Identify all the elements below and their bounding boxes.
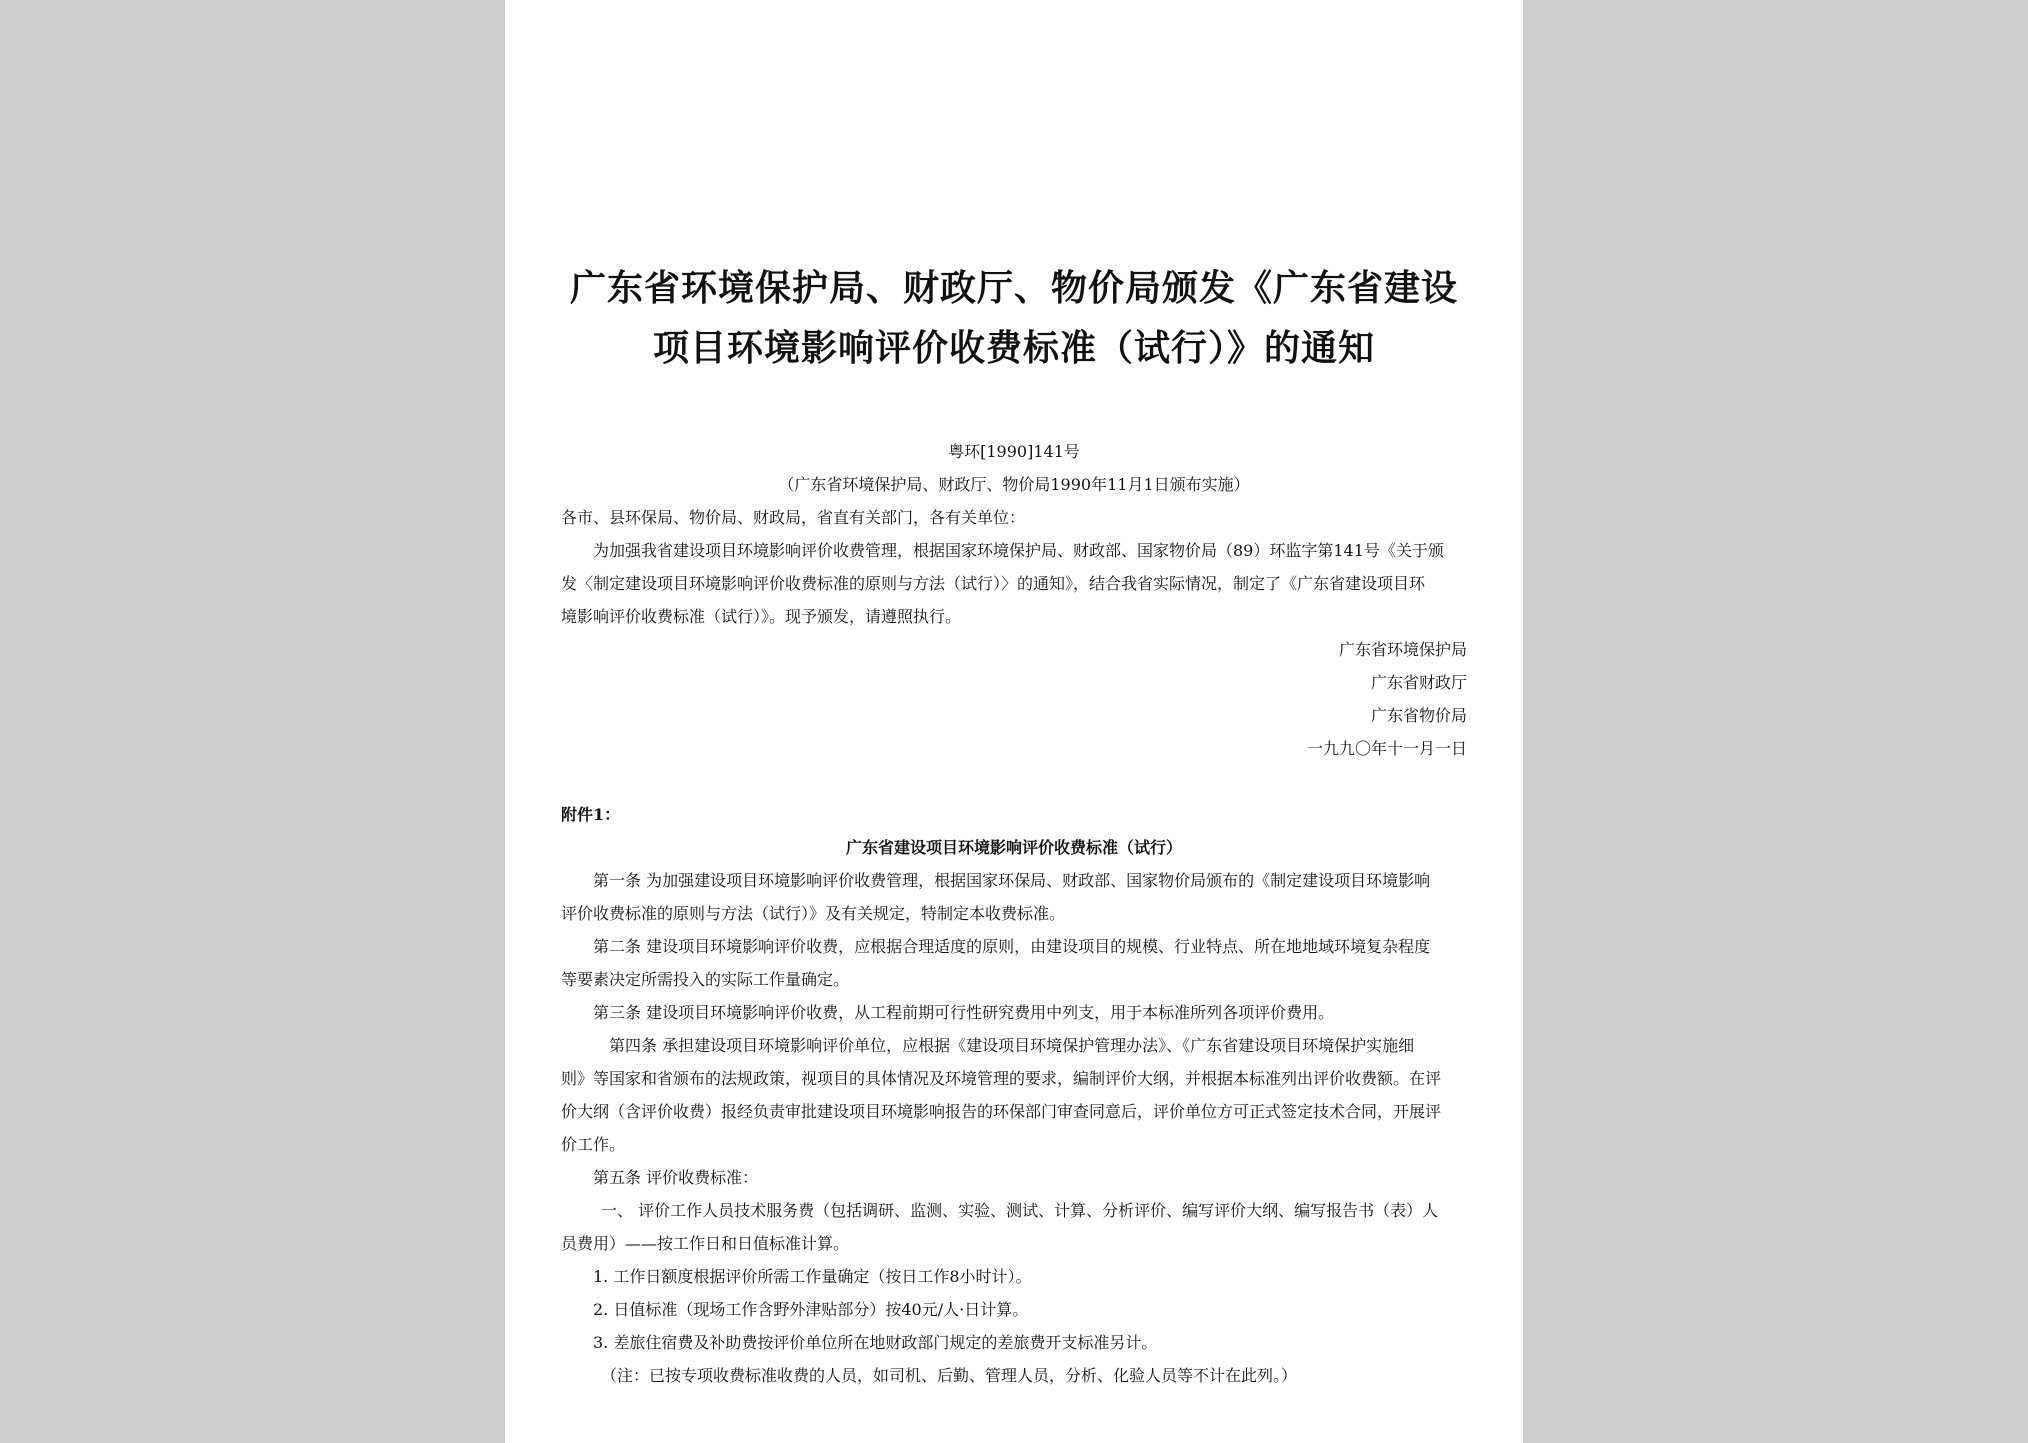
article-line: 评价收费标准的原则与方法（试行）》及有关规定，特制定本收费标准。	[561, 904, 1066, 923]
signature-line: 广东省环境保护局	[1338, 640, 1467, 659]
document-page	[505, 0, 1523, 1443]
addressee: 各市、县环保局、物价局、财政局，省直有关部门，各有关单位：	[561, 508, 1026, 527]
article-line: 价工作。	[561, 1135, 626, 1154]
body-line: 为加强我省建设项目环境影响评价收费管理，根据国家环境保护局、财政部、国家物价局（89）环监字第141号《关于颁	[593, 541, 1444, 560]
list-item: 2. 日值标准（现场工作含野外津贴部分）按40元/人·日计算。	[593, 1300, 1029, 1319]
body-line: 发〈制定建设项目环境影响评价收费标准的原则与方法（试行）〉的通知》，结合我省实际情况，制定了《广东省建设项目环	[561, 574, 1426, 593]
article-line: 则》等国家和省颁布的法规政策，视项目的具体情况及环境管理的要求，编制评价大纲，并根据本标准列出评价收费额。在评	[561, 1069, 1442, 1088]
attachment-title: 广东省建设项目环境影响评价收费标准（试行）	[845, 838, 1182, 857]
issue-note: （广东省环境保护局、财政厅、物价局1990年11月1日颁布实施）	[778, 475, 1250, 494]
title-line-2: 项目环境影响评价收费标准（试行）》的通知	[652, 327, 1375, 369]
signature-line: 广东省财政厅	[1370, 673, 1467, 692]
article-line: 等要素决定所需投入的实际工作量确定。	[561, 970, 850, 989]
body-line: 境影响评价收费标准（试行）》。现予颁发，请遵照执行。	[561, 607, 962, 626]
note-line: （注：已按专项收费标准收费的人员，如司机、后勤、管理人员，分析、化验人员等不计在此列。）	[601, 1366, 1298, 1385]
article-line: 第五条 评价收费标准：	[593, 1168, 759, 1187]
article-line: 员费用）——按工作日和日值标准计算。	[561, 1234, 850, 1253]
article-line: 第四条 承担建设项目环境影响评价单位，应根据《建设项目环境保护管理办法》、《广东省建设项目环境保护实施细	[609, 1036, 1415, 1055]
article-line: 一、 评价工作人员技术服务费（包括调研、监测、实验、测试、计算、分析评价、编写评价大纲、编写报告书（表）人	[601, 1201, 1439, 1220]
article-line: 第二条 建设项目环境影响评价收费，应根据合理适度的原则，由建设项目的规模、行业特点、所在地地域环境复杂程度	[593, 937, 1431, 956]
title-line-1: 广东省环境保护局、财政厅、物价局颁发《广东省建设	[569, 267, 1458, 309]
article-line: 价大纲（含评价收费）报经负责审批建设项目环境影响报告的环保部门审查同意后，评价单位方可正式签定技术合同，开展评	[561, 1102, 1442, 1121]
list-item: 3. 差旅住宿费及补助费按评价单位所在地财政部门规定的差旅费开支标准另计。	[593, 1333, 1158, 1352]
signature-line: 广东省物价局	[1370, 706, 1467, 725]
article-line: 第三条 建设项目环境影响评价收费，从工程前期可行性研究费用中列支，用于本标准所列各项评价费用。	[593, 1003, 1335, 1022]
document-title	[561, 258, 1467, 378]
attachment-label: 附件1：	[561, 805, 621, 824]
doc-number: 粤环[1990]141号	[948, 442, 1080, 461]
article-line: 第一条 为加强建设项目环境影响评价收费管理，根据国家环保局、财政部、国家物价局颁布的《制定建设项目环境影响	[593, 871, 1431, 890]
list-item: 1. 工作日额度根据评价所需工作量确定（按日工作8小时计）。	[593, 1267, 1032, 1286]
signature-date: 一九九〇年十一月一日	[1306, 739, 1467, 758]
